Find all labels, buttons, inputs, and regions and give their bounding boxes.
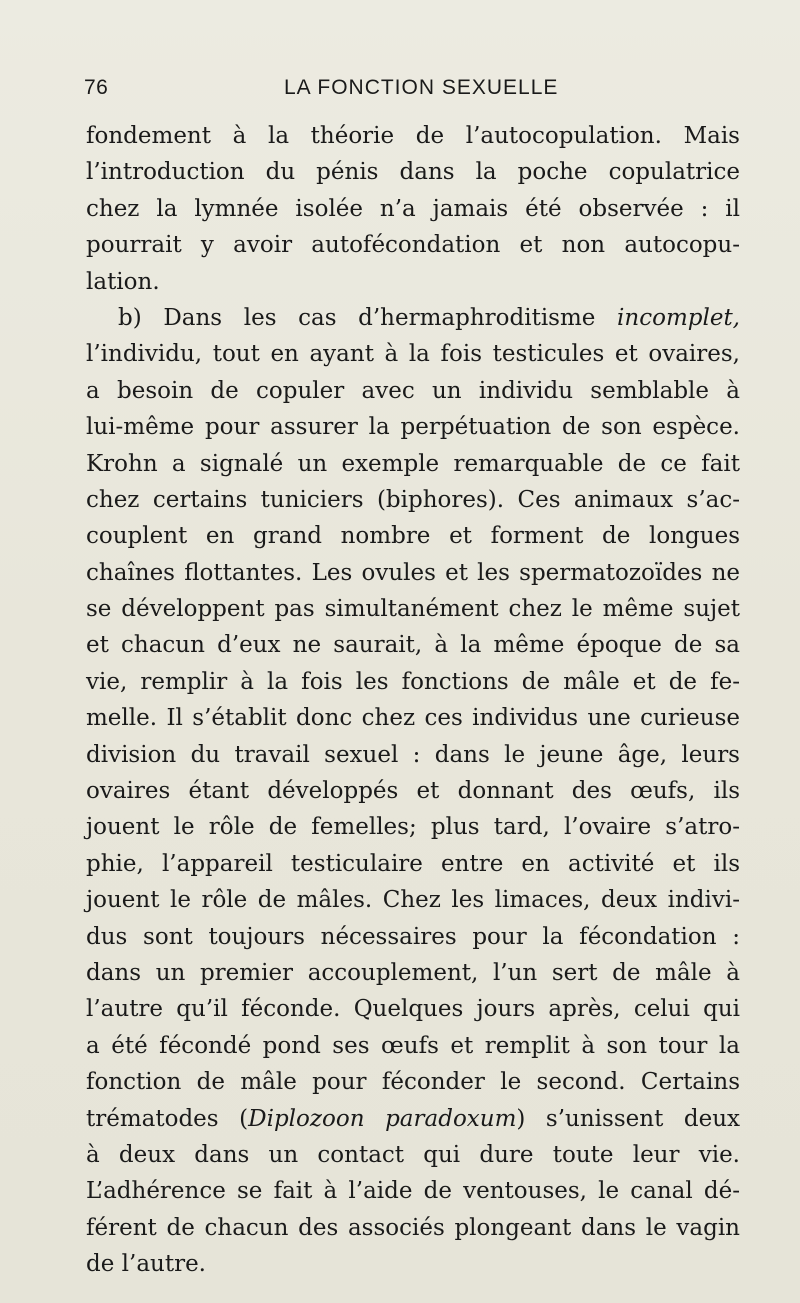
text-line: de l’autre. [86, 1251, 206, 1278]
body-text [86, 118, 740, 1283]
text-line: se développent pas simultanément chez le même sujet [86, 596, 740, 623]
text-line: chaînes flottantes. Les ovules et les spermatozoïdes ne [86, 559, 740, 586]
text-line: trématodes (Diplozoon paradoxum) s’unissent deux [86, 1105, 740, 1132]
text-line: jouent le rôle de mâles. Chez les limaces, deux indivi- [86, 887, 740, 914]
italic-phrase: incomplet, [617, 304, 740, 331]
text-line: l’individu, tout en ayant à la fois testicules et ovaires, [86, 341, 740, 368]
text-line: férent de chacun des associés plongeant dans le vagin [86, 1214, 740, 1241]
text-line: couplent en grand nombre et forment de longues [86, 523, 740, 550]
text-line: lation. [86, 268, 160, 295]
text-line: b) Dans les cas d’hermaphroditisme incomplet, [118, 304, 740, 331]
text-line: fonction de mâle pour féconder le second. Certains [86, 1069, 740, 1096]
text-line: vie, remplir à la fois les fonctions de mâle et de fe- [86, 668, 740, 695]
text-line: et chacun d’eux ne saurait, à la même époque de sa [86, 632, 740, 659]
text-line: ovaires étant développés et donnant des œufs, ils [86, 778, 740, 805]
text-line: chez certains tuniciers (biphores). Ces animaux s’ac- [86, 486, 740, 513]
text-line: Krohn a signalé un exemple remarquable de ce fait [86, 450, 740, 477]
italic-phrase: Diplozoon paradoxum [248, 1105, 517, 1132]
text-line: a été fécondé pond ses œufs et remplit à son tour la [86, 1032, 740, 1059]
text-line: à deux dans un contact qui dure toute leur vie. [86, 1141, 740, 1168]
text-line: l’autre qu’il féconde. Quelques jours après, celui qui [86, 996, 740, 1023]
text-line: phie, l’appareil testiculaire entre en activité et ils [86, 850, 740, 877]
text-line: a besoin de copuler avec un individu semblable à [86, 377, 740, 404]
text-line: jouent le rôle de femelles; plus tard, l’ovaire s’atro- [86, 814, 740, 841]
text-line: dans un premier accouplement, l’un sert de mâle à [86, 959, 740, 986]
text-line: L’adhérence se fait à l’aide de ventouses, le canal dé- [86, 1178, 740, 1205]
text-line: pourrait y avoir autofécondation et non autocopu- [86, 232, 740, 259]
running-title: LA FONCTION SEXUELLE [284, 76, 559, 99]
page-header [84, 76, 724, 106]
text-line: fondement à la théorie de l’autocopulation. Mais [86, 123, 740, 149]
text-line: lui-même pour assurer la perpétuation de son espèce. [86, 414, 740, 441]
text-line: melle. Il s’établit donc chez ces individus une curieuse [86, 705, 740, 732]
text-line: chez la lymnée isolée n’a jamais été observée : il [86, 195, 740, 222]
text-line: dus sont toujours nécessaires pour la fécondation : [86, 923, 740, 950]
text-line: l’introduction du pénis dans la poche copulatrice [86, 159, 740, 186]
page-number: 76 [84, 76, 109, 99]
text-line: division du travail sexuel : dans le jeune âge, leurs [86, 741, 740, 768]
